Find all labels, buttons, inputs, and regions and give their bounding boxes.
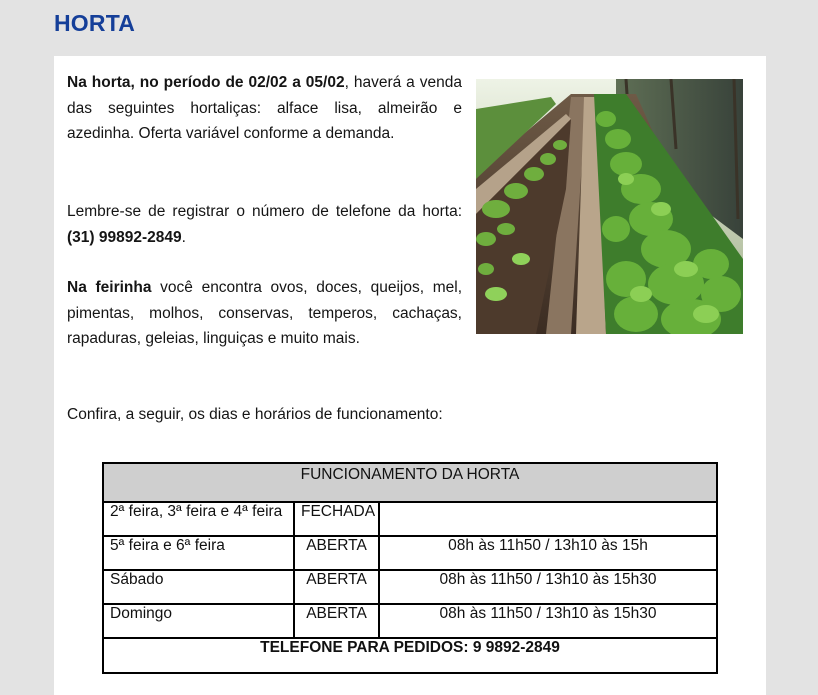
table-cell-status: ABERTA <box>294 604 379 638</box>
paragraph-feirinha <box>67 275 462 352</box>
table-cell-hours: 08h às 11h50 / 13h10 às 15h <box>379 536 717 570</box>
table-cell-status: ABERTA <box>294 570 379 604</box>
table-cell-days: 2ª feira, 3ª feira e 4ª feira <box>103 502 294 536</box>
orders-phone: TELEFONE PARA PEDIDOS: 9 9892-2849 <box>103 638 717 673</box>
paragraph-feirinha-rest: você encontra ovos, doces, queijos, mel, pimentas, molhos, conservas, temperos, cachaças, rapaduras, geleias, linguiças e muito mais. <box>67 279 463 347</box>
paragraph-register-phone-text: Lembre-se de registrar o número de telefone da horta: <box>67 203 462 220</box>
table-cell-hours: 08h às 11h50 / 13h10 às 15h30 <box>379 604 717 638</box>
table-row <box>103 502 717 536</box>
phone-number: (31) 99892-2849 <box>67 228 182 246</box>
paragraph-horta-sale-bold: Na horta, no período de 02/02 a 05/02 <box>67 74 345 91</box>
paragraph-horta-sale-rest: , haverá a venda das seguintes hortaliças: alface lisa, almeirão e azedinha. Oferta variável conforme a demanda. <box>67 74 462 142</box>
table-row <box>103 570 717 604</box>
table-cell-status: ABERTA <box>294 536 379 570</box>
table-cell-hours <box>379 502 717 536</box>
table-row <box>103 536 717 570</box>
table-cell-days: 5ª feira e 6ª feira <box>103 536 294 570</box>
hours-table <box>102 462 718 674</box>
table-cell-hours: 08h às 11h50 / 13h10 às 15h30 <box>379 570 717 604</box>
table-cell-status: FECHADA <box>294 502 379 536</box>
paragraph-register-phone-end: . <box>181 228 186 246</box>
table-cell-days: Domingo <box>103 604 294 638</box>
table-cell-days: Sábado <box>103 570 294 604</box>
table-footer-row <box>103 638 717 673</box>
paragraph-feirinha-bold: Na feirinha <box>67 279 152 296</box>
paragraph-register-phone <box>67 199 462 250</box>
page-title: HORTA <box>54 10 136 36</box>
table-row <box>103 604 717 638</box>
paragraph-schedule-intro: Confira, a seguir, os dias e horários de funcionamento: <box>67 406 443 423</box>
table-header: FUNCIONAMENTO DA HORTA <box>103 463 717 502</box>
paragraph-horta-sale <box>67 70 462 147</box>
greenhouse-photo <box>476 79 743 334</box>
